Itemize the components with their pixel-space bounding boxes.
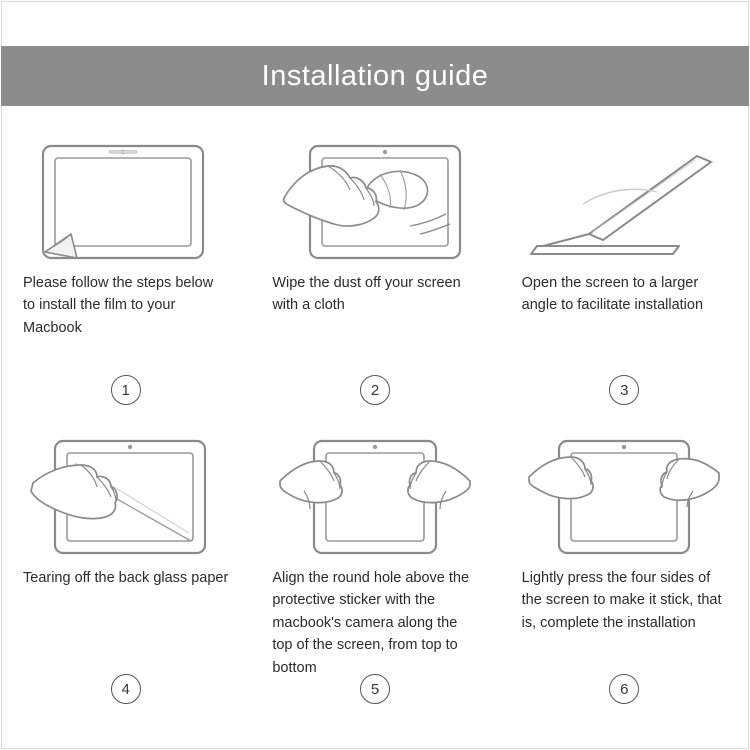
step-card-2 — [250, 118, 499, 413]
step-number-badge: 2 — [360, 375, 390, 405]
step-caption: Tearing off the back glass paper — [23, 570, 229, 586]
step-caption: Align the round hole above the protective sticker with the macbook's camera along the top of the screen, from top to bottom — [272, 570, 470, 676]
tablet-with-film-peel-icon — [31, 142, 221, 262]
header-banner — [1, 46, 749, 106]
open-laptop-angle-icon — [529, 142, 719, 262]
step-card-3 — [500, 118, 749, 413]
step-card-6 — [500, 413, 749, 708]
hand-wiping-screen-with-cloth-icon — [280, 142, 470, 262]
step-number-badge: 3 — [609, 375, 639, 405]
step-caption: Wipe the dust off your screen with a cloth — [272, 275, 461, 314]
step-card-4 — [1, 413, 250, 708]
step-number-badge: 6 — [609, 674, 639, 704]
step-card-1 — [1, 118, 250, 413]
step-caption: Open the screen to a larger angle to facilitate installation — [521, 275, 704, 314]
hand-peeling-back-paper-icon — [31, 437, 221, 557]
page-title: Installation guide — [261, 59, 489, 92]
step-caption: Lightly press the four sides of the screen to make it stick, that is, complete the installation — [521, 570, 722, 631]
step-number-badge: 4 — [111, 674, 141, 704]
step-caption: Please follow the steps below to install the film to your Macbook — [23, 275, 214, 336]
step-number-badge: 1 — [111, 375, 141, 405]
steps-grid — [1, 118, 749, 708]
two-hands-pressing-screen-icon — [529, 437, 719, 557]
step-card-5 — [250, 413, 499, 708]
two-hands-aligning-film-icon — [280, 437, 470, 557]
step-number-badge: 5 — [360, 674, 390, 704]
